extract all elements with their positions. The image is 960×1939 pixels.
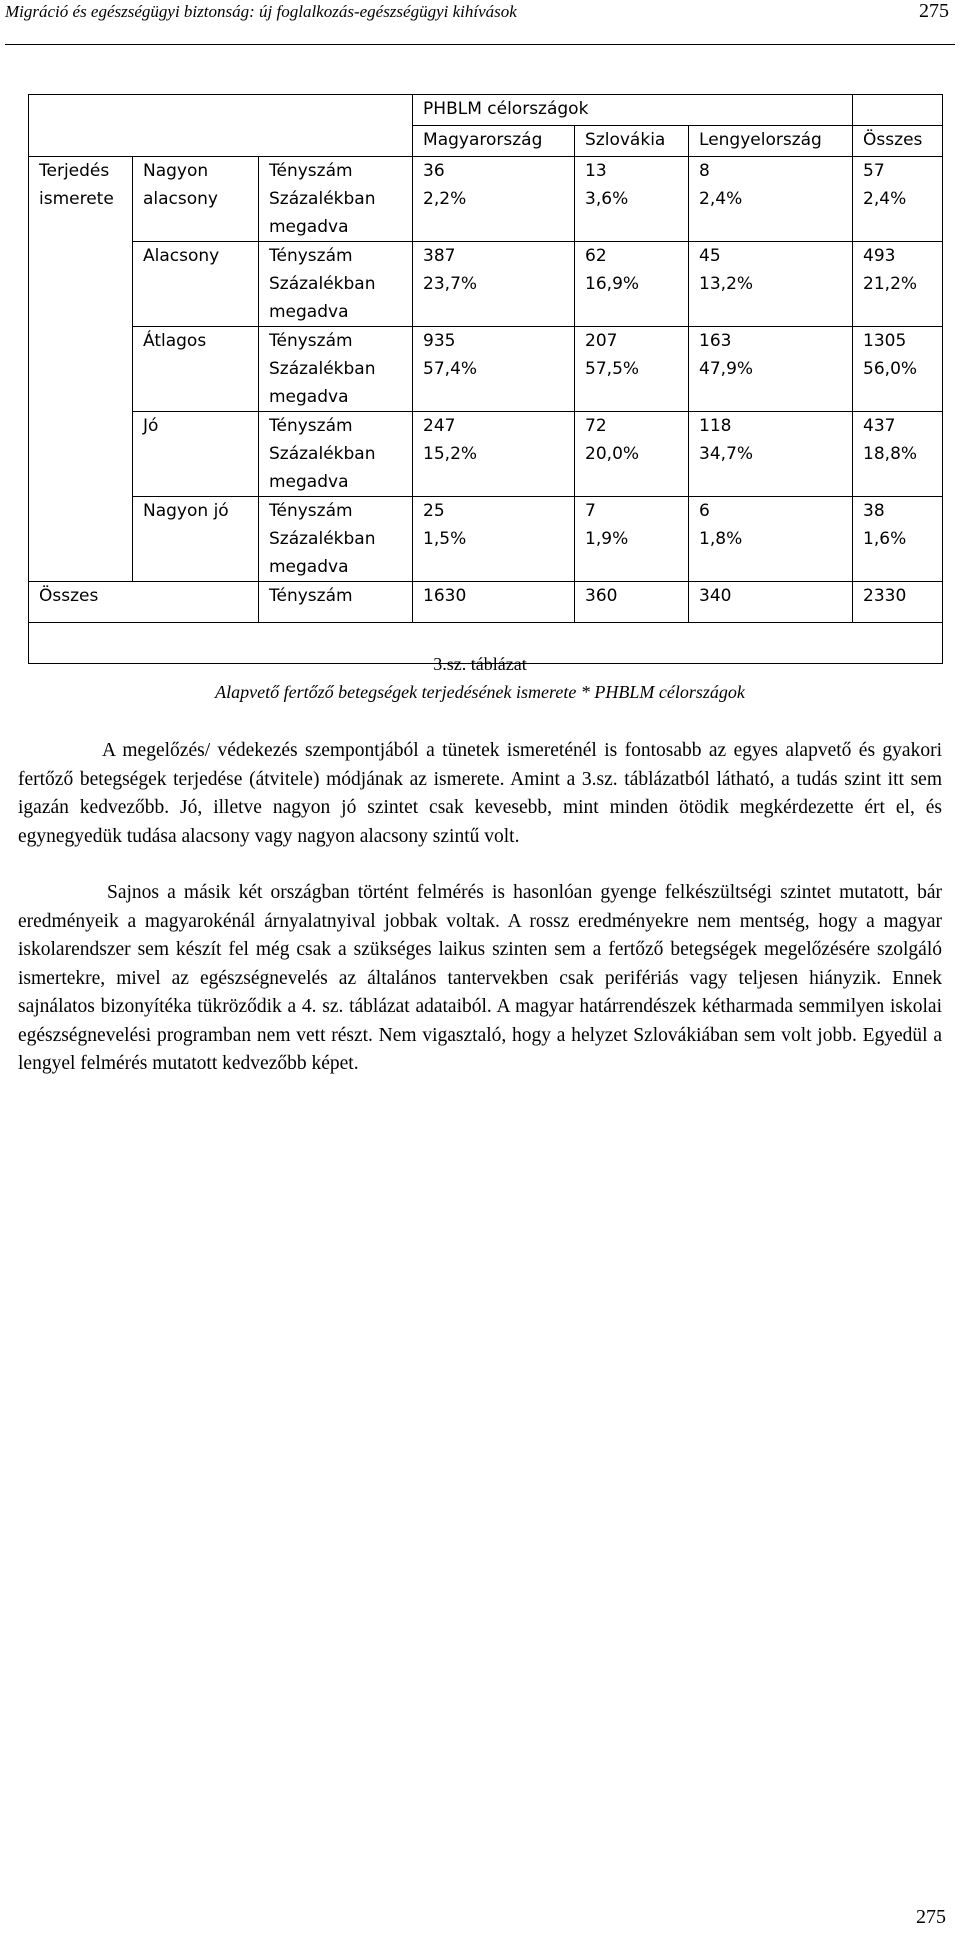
group-header: PHBLM célországok (413, 95, 853, 126)
level-label: Jó (133, 412, 259, 497)
measure-label: Tényszám Százalékban megadva (259, 497, 413, 582)
table-cell: 1305 56,0% (853, 327, 943, 412)
table-cell: 163 47,9% (689, 327, 853, 412)
body-paragraph: Sajnos a másik két országban történt felmérés is hasonlóan gyenge felkészültségi szintet mutatott, bár eredményeik a magyarokénál árnyalatnyival jobbak voltak. A rossz eredményekre nem mentség, hogy a magyar iskolarendszer sem készít fel még csak a szükséges laikus szinten sem a fertőző betegségek megelőzésére szolgáló ismertekre, mivel az egészségnevelés az általános tantervekben csak perifériás vagy teljesen hiányzik. Ennek sajnálatos bizonyítéka tükröződik a 4. sz. táblázat adataiból. A magyar határrendészek kétharmada semmilyen iskolai egészségnevelési programban nem vett részt. Nem vigasztaló, hogy a helyzet Szlovákiában sem volt jobb. Egyedül a lengyel felmérés mutatott kedvezőbb képet. (18, 882, 943, 1074)
table-cell: 493 21,2% (853, 242, 943, 327)
total-cell: 340 (689, 582, 853, 623)
running-header (5, 0, 955, 45)
table-caption-title: Alapvető fertőző betegségek terjedésének ismerete * PHBLM célországok (215, 682, 745, 702)
col-header: Szlovákia (575, 126, 689, 157)
table-cell: 207 57,5% (575, 327, 689, 412)
total-label: Összes (29, 582, 259, 623)
measure-label: Tényszám Százalékban megadva (259, 327, 413, 412)
table-cell: 8 2,4% (689, 157, 853, 242)
header-page-number: 275 (919, 0, 949, 22)
measure-label: Tényszám Százalékban megadva (259, 412, 413, 497)
total-measure: Tényszám (259, 582, 413, 623)
table-cell: 247 15,2% (413, 412, 575, 497)
table-cell: 36 2,2% (413, 157, 575, 242)
col-header: Magyarország (413, 126, 575, 157)
col-header: Összes (853, 126, 943, 157)
table-cell: 935 57,4% (413, 327, 575, 412)
measure-label: Tényszám Százalékban megadva (259, 157, 413, 242)
table-cell: 13 3,6% (575, 157, 689, 242)
table-cell: 437 18,8% (853, 412, 943, 497)
level-label: Nagyon jó (133, 497, 259, 582)
table-cell: 38 1,6% (853, 497, 943, 582)
measure-label: Tényszám Százalékban megadva (259, 242, 413, 327)
table-cell: 25 1,5% (413, 497, 575, 582)
knowledge-table (28, 94, 942, 616)
table-cell: 62 16,9% (575, 242, 689, 327)
table-cell: 57 2,4% (853, 157, 943, 242)
table-cell: 118 34,7% (689, 412, 853, 497)
table-cell: 387 23,7% (413, 242, 575, 327)
table-caption-number: 3.sz. táblázat (433, 654, 527, 674)
table-cell: 6 1,8% (689, 497, 853, 582)
col-header: Lengyelország (689, 126, 853, 157)
table-cell: 72 20,0% (575, 412, 689, 497)
level-label: Alacsony (133, 242, 259, 327)
level-label: Átlagos (133, 327, 259, 412)
total-cell: 360 (575, 582, 689, 623)
total-cell: 2330 (853, 582, 943, 623)
table-cell: 45 13,2% (689, 242, 853, 327)
row-group-label: Terjedés ismerete (29, 157, 133, 582)
level-label: Nagyon alacsony (133, 157, 259, 242)
table-cell: 7 1,9% (575, 497, 689, 582)
footer-page-number: 275 (916, 1906, 946, 1928)
running-title: Migráció és egészségügyi biztonság: új foglalkozás-egészségügyi kihívások (5, 2, 517, 21)
body-paragraph: A megelőzés/ védekezés szempontjából a tünetek ismereténél is fontosabb az egyes alapvető és gyakori fertőző betegségek terjedése (átvitele) módjának az ismerete. Amint a 3.sz. táblázatból látható, a tudás szint itt sem igazán kedvezőbb. Jó, illetve nagyon jó szintet csak kevesebb, mint minden ötödik megkérdezette ért el, és egynegyedük tudása alacsony vagy nagyon alacsony szintű volt. (18, 740, 942, 847)
total-cell: 1630 (413, 582, 575, 623)
